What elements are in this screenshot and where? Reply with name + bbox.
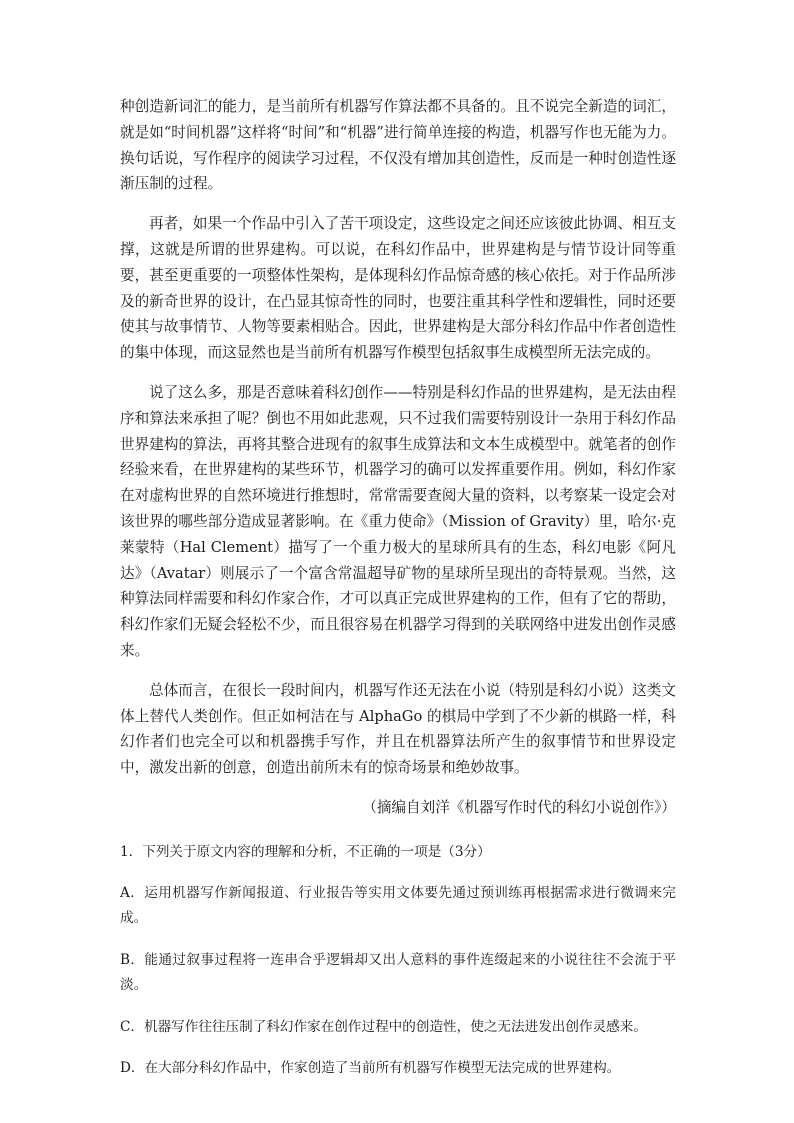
article-paragraph-4: 总体而言，在很长一段时间内，机器写作还无法在小说（特别是科幻小说）这类文体上替代人类创作。但正如柯洁在与 AlphaGo 的棋局中学到了不少新的棋路一样，科幻作者们也完全可以和机器携手写作，并且在机器算法所产生的叙事情节和世界设定中，激发出新的创意，创造出前所未有的惊奇场景和绝妙故事。 (120, 681, 676, 777)
article-paragraph-2: 再者，如果一个作品中引入了苦干项设定，这些设定之间还应该彼此协调、相互支撑，这就是所谓的世界建构。可以说，在科幻作品中，世界建构是与情节设计同等重要，甚至更重要的一项整体性架构，是体现科幻作品惊奇感的核心依托。对于作品所涉及的新奇世界的设计，在凸显其惊奇性的同时，也要注重其科学性和逻辑性，同时还要使其与故事情节、人物等要素相贴合。因此，世界建构是大部分科幻作品中作者创造性的集中体现，而这显然也是当前所有机器写作模型包括叙事生成模型所无法完成的。 (120, 215, 676, 362)
article-source: （摘编自刘洋《机器写作时代的科幻小说创作》） (362, 798, 676, 816)
option-c: C．机器写作往往压制了科幻作家在创作过程中的创造性，使之无法进发出创作灵感来。 (120, 1018, 647, 1035)
option-d: D．在大部分科幻作品中，作家创造了当前所有机器写作模型无法完成的世界建构。 (120, 1060, 621, 1077)
question-stem: 1．下列关于原文内容的理解和分析，不正确的一项是（3分） (120, 843, 491, 860)
option-a: A．运用机器写作新闻报道、行业报告等实用文体要先通过预训练再根据需求进行微调来完成。 (120, 884, 676, 927)
option-b: B．能通过叙事过程将一连串合乎逻辑却又出人意料的事件连缀起来的小说往往不会流于平淡。 (120, 951, 676, 994)
document-page (120, 94, 676, 1098)
article-paragraph-3: 说了这么多，那是否意味着科幻创作——特别是科幻作品的世界建构，是无法由程序和算法来承担了呢？倒也不用如此悲观，只不过我们需要特别设计一杂用于科幻作品世界建构的算法，再将其整合进现有的叙事生成算法和文本生成模型中。就笔者的创作经验来看，在世界建构的某些环节，机器学习的确可以发挥重要作用。例如，科幻作家在对虚构世界的自然环境进行推想时，常常需要查阅大量的资料，以考察某一设定会对该世界的哪些部分造成显著影响。在《重力使命》（Mission of Gravity）里，哈尔·克莱蒙特（Hal Clement）描写了一个重力极大的星球所具有的生态，科幻电影《阿凡达》（Avatar）则展示了一个富含常温超导矿物的星球所呈现出的奇特景观。当然，这种算法同样需要和科幻作家合作，才可以真正完成世界建构的工作，但有了它的帮助，科幻作家们无疑会轻松不少，而且很容易在机器学习得到的关联网络中进发出创作灵感来。 (120, 383, 676, 659)
article-paragraph-1: 种创造新词汇的能力，是当前所有机器写作算法都不具备的。且不说完全新造的词汇，就是如“时间机器”这样将“时间”和“机器”进行简单连接的构造，机器写作也无能为力。换句话说，写作程序的阅读学习过程，不仅没有增加其创造性，反而是一种时创造性逐渐压制的过程。 (120, 98, 676, 193)
